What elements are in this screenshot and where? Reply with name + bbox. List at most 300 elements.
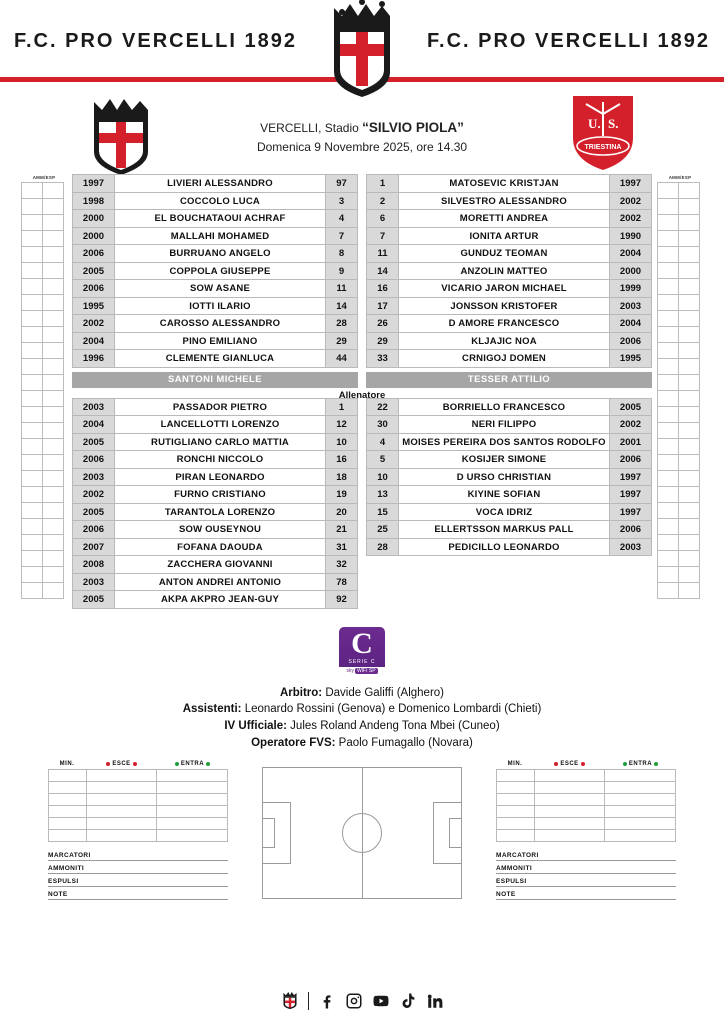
table-row	[73, 416, 358, 434]
player-year: 2002	[73, 315, 115, 333]
player-number: 13	[367, 486, 399, 504]
col-esce-label-right: ESCE	[560, 761, 579, 768]
subs-in-cell[interactable]	[157, 830, 228, 842]
note-row[interactable]: AMMONITI	[496, 861, 676, 874]
player-name: D URSO CHRISTIAN	[399, 468, 610, 486]
header-title-left: F.C. PRO VERCELLI 1892	[14, 30, 297, 52]
player-number: 15	[367, 503, 399, 521]
player-year: 2007	[73, 538, 115, 556]
table-row	[367, 192, 652, 210]
player-year: 2004	[610, 245, 652, 263]
player-number: 1	[367, 175, 399, 193]
pitch-diagram	[262, 767, 462, 899]
player-name: MORETTI ANDREA	[399, 210, 610, 228]
subs-row[interactable]	[497, 782, 676, 794]
player-name: BORRIELLO FRANCESCO	[399, 398, 610, 416]
subs-out-cell[interactable]	[86, 782, 157, 794]
note-row[interactable]: MARCATORI	[496, 848, 676, 861]
footer-socials	[0, 992, 724, 1010]
venue-prefix: VERCELLI, Stadio	[260, 121, 363, 135]
player-year: 2005	[73, 433, 115, 451]
player-year: 2005	[73, 262, 115, 280]
player-number: 31	[326, 538, 358, 556]
player-name: MOISES PEREIRA DOS SANTOS RODOLFO	[399, 433, 610, 451]
booking-grid-row[interactable]	[658, 470, 702, 486]
booking-grid-row[interactable]	[658, 182, 702, 198]
table-row	[367, 262, 652, 280]
table-row	[367, 350, 652, 368]
booking-grid-row[interactable]	[658, 486, 702, 502]
pro-vercelli-shield-icon	[86, 96, 156, 176]
booking-grid-row[interactable]	[658, 566, 702, 582]
player-name: TARANTOLA LORENZO	[115, 503, 326, 521]
player-name: AKPA AKPRO JEAN-GUY	[115, 591, 326, 609]
subs-out-cell[interactable]	[86, 818, 157, 830]
out-dot-icon-right	[554, 762, 558, 766]
note-row[interactable]: ESPULSI	[48, 874, 228, 887]
official-role: Operatore FVS:	[251, 736, 339, 749]
booking-grid-row[interactable]	[658, 310, 702, 326]
note-row[interactable]: ESPULSI	[496, 874, 676, 887]
player-name: IOTTI ILARIO	[115, 297, 326, 315]
player-year: 2006	[610, 521, 652, 539]
subs-min-cell[interactable]	[49, 818, 87, 830]
bench-row	[14, 398, 710, 609]
table-row	[367, 280, 652, 298]
subs-min-cell[interactable]	[497, 830, 535, 842]
player-year: 2002	[610, 192, 652, 210]
note-row[interactable]: NOTE	[496, 887, 676, 900]
player-number: 2	[367, 192, 399, 210]
subs-row[interactable]	[497, 806, 676, 818]
player-name: LIVIERI ALESSANDRO	[115, 175, 326, 193]
booking-grid-row[interactable]	[22, 486, 66, 502]
subs-out-cell[interactable]	[534, 782, 605, 794]
player-name: ZACCHERA GIOVANNI	[115, 556, 326, 574]
subs-in-cell[interactable]	[157, 770, 228, 782]
official-role: Arbitro:	[279, 686, 326, 699]
player-name: PASSADOR PIETRO	[115, 398, 326, 416]
booking-grid-row[interactable]	[658, 550, 702, 566]
col-esce-label-left: ESCE	[112, 761, 131, 768]
player-year: 1995	[73, 297, 115, 315]
player-number: 78	[326, 573, 358, 591]
booking-grid-row[interactable]	[658, 422, 702, 438]
booking-grid-row[interactable]	[658, 278, 702, 294]
player-year: 2005	[610, 398, 652, 416]
table-row	[73, 262, 358, 280]
official-value: Jules Roland Andeng Tona Mbei (Cuneo)	[290, 720, 500, 733]
player-year: 2005	[73, 503, 115, 521]
player-name: COCCOLO LUCA	[115, 192, 326, 210]
player-number: 4	[326, 210, 358, 228]
pro-vercelli-crest-icon	[322, 0, 402, 98]
subs-out-cell[interactable]	[86, 770, 157, 782]
booking-grid-row[interactable]	[22, 214, 66, 230]
col-min-label-right: MIN.	[507, 761, 523, 768]
player-year: 1995	[610, 350, 652, 368]
table-row	[367, 210, 652, 228]
player-name: CRNIGOJ DOMEN	[399, 350, 610, 368]
subs-row[interactable]	[49, 794, 228, 806]
player-year: 1990	[610, 227, 652, 245]
table-row	[73, 486, 358, 504]
col-entra-label-right: ENTRA	[628, 761, 653, 768]
player-number: 5	[367, 451, 399, 469]
official-value: Paolo Fumagallo (Novara)	[338, 736, 473, 749]
booking-grid-row[interactable]	[22, 294, 66, 310]
subs-min-cell[interactable]	[497, 770, 535, 782]
player-number: 18	[326, 468, 358, 486]
subs-out-cell[interactable]	[86, 806, 157, 818]
player-number: 29	[326, 332, 358, 350]
subs-in-cell[interactable]	[157, 806, 228, 818]
official-line	[0, 718, 724, 735]
player-year: 2006	[73, 451, 115, 469]
home-bench	[72, 398, 358, 609]
subs-out-cell[interactable]	[534, 830, 605, 842]
player-year: 2003	[610, 297, 652, 315]
player-year: 1996	[73, 350, 115, 368]
away-coach: TESSER ATTILIO	[366, 372, 652, 388]
booking-grid-row[interactable]	[658, 582, 702, 598]
home-coach: SANTONI MICHELE	[72, 372, 358, 388]
player-number: 10	[367, 468, 399, 486]
player-name: BURRUANO ANGELO	[115, 245, 326, 263]
booking-grid-row[interactable]	[22, 502, 66, 518]
player-number: 6	[367, 210, 399, 228]
note-row[interactable]: MARCATORI	[48, 848, 228, 861]
table-row	[73, 227, 358, 245]
player-number: 30	[367, 416, 399, 434]
table-row	[73, 280, 358, 298]
booking-grid-row[interactable]	[22, 246, 66, 262]
booking-grid-row[interactable]	[22, 518, 66, 534]
linkedin-icon[interactable]	[426, 992, 444, 1010]
subs-min-cell[interactable]	[497, 782, 535, 794]
official-role: Assistenti:	[182, 703, 245, 716]
player-number: 7	[326, 227, 358, 245]
player-name: KIYINE SOFIAN	[399, 486, 610, 504]
table-row	[73, 451, 358, 469]
booking-grid-row[interactable]	[22, 198, 66, 214]
table-row	[367, 468, 652, 486]
player-year: 2006	[73, 521, 115, 539]
home-notes	[48, 848, 228, 900]
subs-min-cell[interactable]	[497, 806, 535, 818]
table-row	[367, 175, 652, 193]
subs-in-cell[interactable]	[605, 770, 676, 782]
player-year: 1997	[610, 486, 652, 504]
booking-grid-row[interactable]	[22, 230, 66, 246]
player-number: 44	[326, 350, 358, 368]
player-name: ANZOLIN MATTEO	[399, 262, 610, 280]
player-number: 33	[367, 350, 399, 368]
player-name: SILVESTRO ALESSANDRO	[399, 192, 610, 210]
player-year: 2006	[73, 280, 115, 298]
booking-grid-row[interactable]	[22, 470, 66, 486]
subs-in-cell[interactable]	[605, 782, 676, 794]
subs-in-cell[interactable]	[605, 794, 676, 806]
player-year: 2004	[73, 332, 115, 350]
subs-in-cell[interactable]	[157, 782, 228, 794]
booking-grid-row[interactable]	[22, 438, 66, 454]
player-name: SOW OUSEYNOU	[115, 521, 326, 539]
booking-grid-row[interactable]	[22, 262, 66, 278]
booking-grid-row[interactable]	[658, 262, 702, 278]
table-row	[367, 227, 652, 245]
player-number: 25	[367, 521, 399, 539]
table-row	[73, 398, 358, 416]
booking-grid-row[interactable]	[22, 534, 66, 550]
booking-grid-row[interactable]	[658, 454, 702, 470]
player-name: MATOSEVIC KRISTJAN	[399, 175, 610, 193]
table-row	[367, 245, 652, 263]
home-starters	[72, 174, 358, 368]
subs-row[interactable]	[497, 770, 676, 782]
player-year: 2002	[610, 210, 652, 228]
player-number: 16	[326, 451, 358, 469]
svg-text:TRIESTINA: TRIESTINA	[584, 144, 622, 151]
table-row	[73, 210, 358, 228]
booking-grid-row[interactable]	[22, 182, 66, 198]
subs-out-cell[interactable]	[534, 806, 605, 818]
player-year: 2004	[610, 315, 652, 333]
player-name: PIRAN LEONARDO	[115, 468, 326, 486]
player-year: 1997	[610, 503, 652, 521]
table-row	[367, 503, 652, 521]
triestina-shield-icon	[568, 92, 638, 172]
subs-in-cell[interactable]	[605, 830, 676, 842]
subs-row[interactable]	[497, 818, 676, 830]
subs-in-cell[interactable]	[157, 818, 228, 830]
subs-in-cell[interactable]	[157, 794, 228, 806]
booking-grid-row[interactable]	[22, 422, 66, 438]
player-name: VICARIO JARON MICHAEL	[399, 280, 610, 298]
in-dot-icon-right	[623, 762, 627, 766]
table-row	[73, 350, 358, 368]
table-row	[73, 521, 358, 539]
out-dot-icon-left-2	[133, 762, 137, 766]
player-number: 17	[367, 297, 399, 315]
player-name: CAROSSO ALESSANDRO	[115, 315, 326, 333]
table-row	[367, 433, 652, 451]
away-subs-form	[496, 761, 676, 900]
league-name: SERIE C	[348, 658, 376, 665]
officials-list	[0, 685, 724, 752]
league-sponsor-badge: WIFI SP	[356, 667, 376, 674]
player-year: 2003	[73, 468, 115, 486]
player-year: 1997	[73, 175, 115, 193]
player-name: ANTON ANDREI ANTONIO	[115, 573, 326, 591]
coaches-row	[14, 372, 710, 388]
subs-out-cell[interactable]	[534, 794, 605, 806]
subs-out-cell[interactable]	[534, 770, 605, 782]
subs-row[interactable]	[49, 770, 228, 782]
rosters-section	[0, 174, 724, 609]
official-value: Davide Galiffi (Alghero)	[325, 686, 445, 699]
table-row	[367, 315, 652, 333]
player-number: 11	[326, 280, 358, 298]
booking-grid-row[interactable]	[22, 326, 66, 342]
player-name: RUTIGLIANO CARLO MATTIA	[115, 433, 326, 451]
table-row	[367, 332, 652, 350]
booking-grid-row[interactable]	[658, 518, 702, 534]
booking-grid-row[interactable]	[658, 230, 702, 246]
booking-grid-row[interactable]	[658, 198, 702, 214]
note-row[interactable]: NOTE	[48, 887, 228, 900]
official-line	[0, 701, 724, 718]
subs-row[interactable]	[49, 830, 228, 842]
table-row	[367, 297, 652, 315]
in-dot-icon-right-2	[654, 762, 658, 766]
subs-out-cell[interactable]	[534, 818, 605, 830]
booking-grid-row[interactable]	[658, 438, 702, 454]
match-report-area	[0, 751, 724, 900]
player-year: 2006	[610, 332, 652, 350]
subs-in-cell[interactable]	[605, 806, 676, 818]
booking-grid-row[interactable]	[658, 246, 702, 262]
player-year: 2005	[73, 591, 115, 609]
player-year: 1997	[610, 468, 652, 486]
subs-min-cell[interactable]	[49, 830, 87, 842]
booking-grid-row[interactable]	[22, 582, 66, 598]
booking-grid-row[interactable]	[658, 294, 702, 310]
booking-grid-row[interactable]	[22, 550, 66, 566]
table-row	[367, 486, 652, 504]
player-name: D AMORE FRANCESCO	[399, 315, 610, 333]
booking-grid-row[interactable]	[658, 342, 702, 358]
subs-out-cell[interactable]	[86, 794, 157, 806]
booking-grid-row[interactable]	[22, 454, 66, 470]
subs-min-cell[interactable]	[49, 794, 87, 806]
table-row	[73, 556, 358, 574]
player-year: 2003	[73, 398, 115, 416]
table-row	[73, 245, 358, 263]
booking-grid-row[interactable]	[658, 390, 702, 406]
player-name: NERI FILIPPO	[399, 416, 610, 434]
subs-min-cell[interactable]	[497, 818, 535, 830]
away-notes	[496, 848, 676, 900]
table-row	[367, 416, 652, 434]
player-year: 2000	[73, 210, 115, 228]
player-year: 2004	[73, 416, 115, 434]
booking-grid-row[interactable]	[22, 342, 66, 358]
player-name: KOSIJER SIMONE	[399, 451, 610, 469]
table-row	[367, 398, 652, 416]
coach-label: Allenatore	[338, 389, 386, 401]
tiktok-icon[interactable]	[399, 992, 417, 1010]
player-year: 2002	[73, 486, 115, 504]
player-number: 7	[367, 227, 399, 245]
player-number: 16	[367, 280, 399, 298]
player-name: PINO EMILIANO	[115, 332, 326, 350]
player-number: 32	[326, 556, 358, 574]
starters-row	[14, 174, 710, 368]
subs-row[interactable]	[497, 794, 676, 806]
facebook-icon[interactable]	[318, 992, 336, 1010]
player-name: ELLERTSSON MARKUS PALL	[399, 521, 610, 539]
player-year: 1998	[73, 192, 115, 210]
player-name: MALLAHI MOHAMED	[115, 227, 326, 245]
table-row	[367, 538, 652, 556]
table-row	[73, 538, 358, 556]
booking-grid-row[interactable]	[22, 406, 66, 422]
subs-row[interactable]	[49, 818, 228, 830]
player-number: 28	[367, 538, 399, 556]
player-number: 8	[326, 245, 358, 263]
booking-grid-row[interactable]	[658, 534, 702, 550]
player-name: GUNDUZ TEOMAN	[399, 245, 610, 263]
official-value: Leonardo Rossini (Genova) e Domenico Lombardi (Chieti)	[244, 703, 542, 716]
player-number: 97	[326, 175, 358, 193]
player-number: 21	[326, 521, 358, 539]
player-number: 3	[326, 192, 358, 210]
svg-text:S.: S.	[608, 116, 619, 131]
player-number: 29	[367, 332, 399, 350]
booking-grid-row[interactable]	[658, 326, 702, 342]
note-row[interactable]: AMMONITI	[48, 861, 228, 874]
subs-min-cell[interactable]	[49, 782, 87, 794]
svg-text:U.: U.	[588, 116, 601, 131]
subs-min-cell[interactable]	[49, 770, 87, 782]
player-name: FURNO CRISTIANO	[115, 486, 326, 504]
player-year: 1999	[610, 280, 652, 298]
subs-min-cell[interactable]	[49, 806, 87, 818]
table-row	[73, 192, 358, 210]
subs-out-cell[interactable]	[86, 830, 157, 842]
player-name: JONSSON KRISTOFER	[399, 297, 610, 315]
official-role: IV Ufficiale:	[224, 720, 291, 733]
booking-grid-header-right: AMM/ESP	[668, 175, 692, 181]
subs-in-cell[interactable]	[605, 818, 676, 830]
instagram-icon[interactable]	[345, 992, 363, 1010]
booking-grid-row[interactable]	[658, 406, 702, 422]
booking-grid-row[interactable]	[658, 214, 702, 230]
player-number: 22	[367, 398, 399, 416]
subs-min-cell[interactable]	[497, 794, 535, 806]
player-number: 4	[367, 433, 399, 451]
player-year: 2006	[610, 451, 652, 469]
player-name: VOCA IDRIZ	[399, 503, 610, 521]
in-dot-icon-left-2	[206, 762, 210, 766]
subs-row[interactable]	[497, 830, 676, 842]
player-name: SOW ASANE	[115, 280, 326, 298]
away-starters	[366, 174, 652, 368]
out-dot-icon-right-2	[581, 762, 585, 766]
table-row	[73, 175, 358, 193]
player-year: 2008	[73, 556, 115, 574]
player-name: FOFANA DAOUDA	[115, 538, 326, 556]
player-name: PEDICILLO LEONARDO	[399, 538, 610, 556]
booking-grid-row[interactable]	[22, 566, 66, 582]
subs-row[interactable]	[49, 782, 228, 794]
col-entra-label-left: ENTRA	[180, 761, 205, 768]
player-year: 2006	[73, 245, 115, 263]
away-bench	[366, 398, 652, 609]
match-date: Domenica 9 Novembre 2025, ore 14.30	[256, 140, 468, 155]
subs-row[interactable]	[49, 806, 228, 818]
booking-grid-row[interactable]	[658, 502, 702, 518]
booking-grid-row[interactable]	[22, 390, 66, 406]
youtube-icon[interactable]	[372, 992, 390, 1010]
player-number: 20	[326, 503, 358, 521]
page-header	[0, 0, 724, 82]
booking-grid-row[interactable]	[22, 278, 66, 294]
booking-grid-row[interactable]	[22, 310, 66, 326]
player-year: 1997	[610, 175, 652, 193]
player-number: 1	[326, 398, 358, 416]
